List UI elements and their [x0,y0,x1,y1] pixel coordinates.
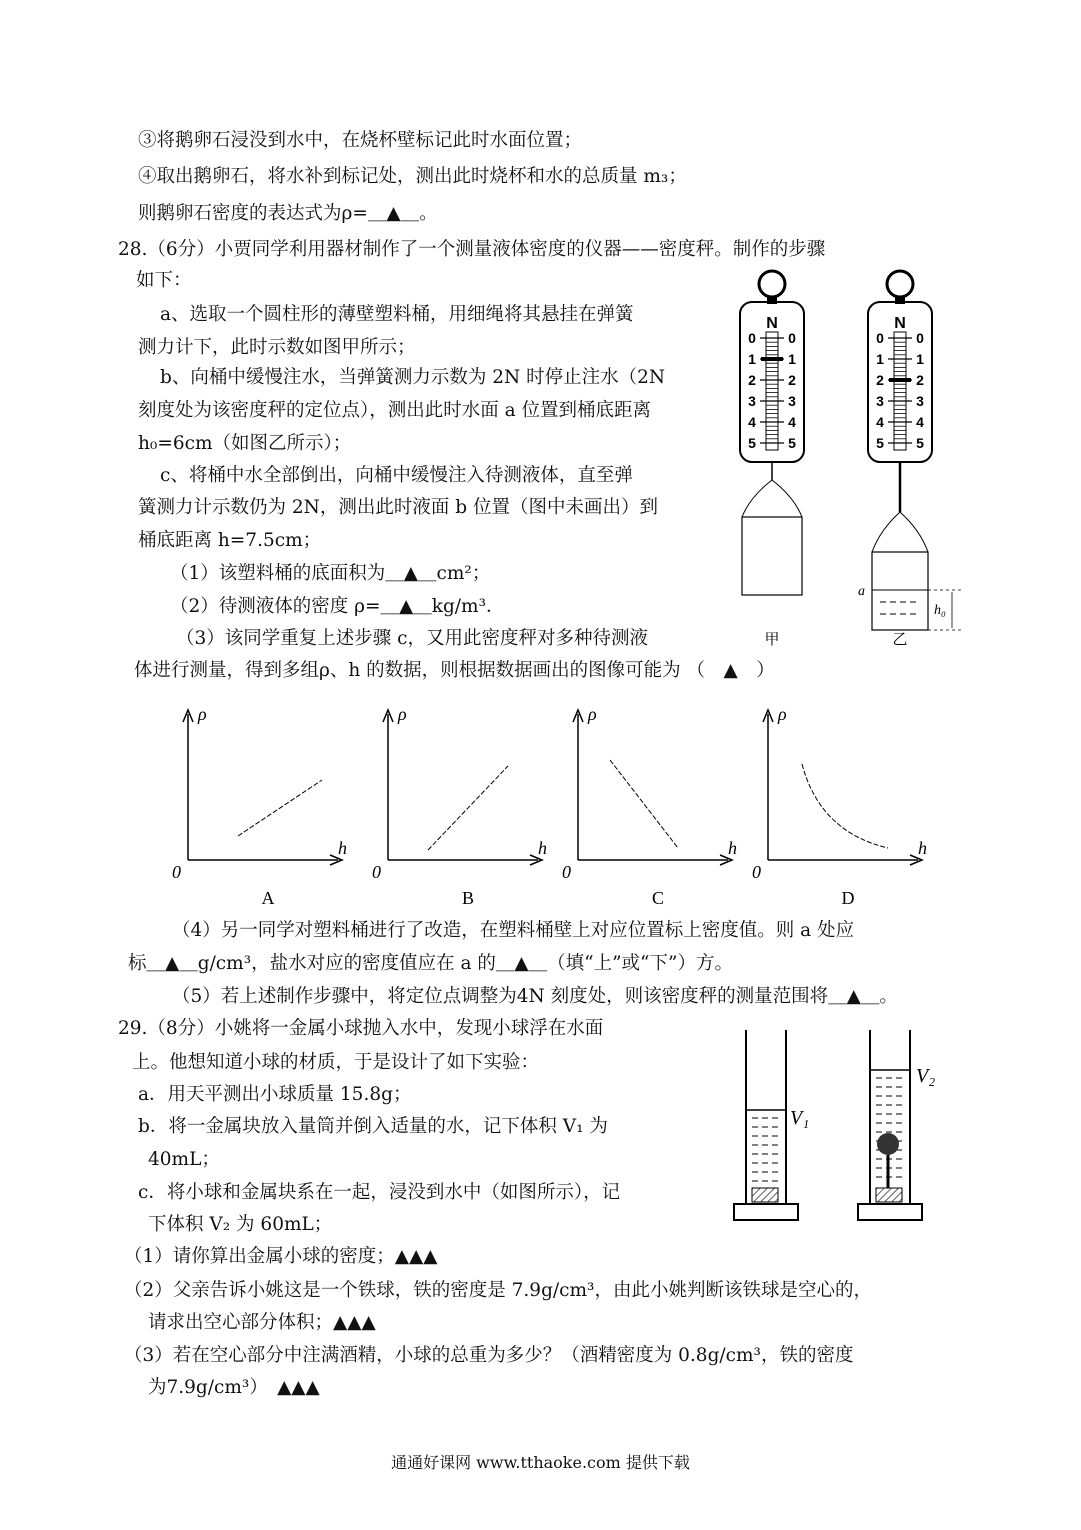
caption-jia: 甲 [764,630,780,648]
spring-scale-jia [740,271,804,595]
origin-label: 0 [372,862,381,882]
tick-label-left-yi: 3 [876,393,884,409]
x-axis-label: h [918,838,927,858]
tick-label-left-jia: 0 [748,330,756,346]
tick-label-right-jia: 4 [788,414,796,430]
q28-part2: （2）待测液体的密度 ρ=＿▲＿kg/m³． [170,596,505,617]
cylinder-v2 [858,1030,935,1220]
origin-label: 0 [172,862,181,882]
q28-part1: （1）该塑料桶的底面积为＿▲＿cm²； [170,563,491,584]
tick-label-left-jia: 5 [748,435,756,451]
q28-step-b: b、向桶中缓慢注水，当弹簧测力示数为 2N 时停止注水（2N [160,367,666,388]
label-h0: h₀ [934,603,946,618]
y-axis-label: ρ [778,704,787,724]
graduated-cylinder-figure [728,1022,958,1230]
cylinder-v1 [734,1030,809,1220]
pointer-yi [889,378,911,382]
q29-step-c: c．将小球和金属块系在一起，浸没到水中（如图所示），记 [138,1182,621,1203]
x-axis-label: h [538,838,547,858]
q28-line: h₀=6cm（如图乙所示）； [138,433,352,454]
tick-label-left-jia: 2 [748,372,756,388]
q29-part2-cont: 请求出空心部分体积；▲▲▲ [148,1312,376,1333]
tick-label-right-yi: 1 [916,351,924,367]
rho-h-curve [428,766,508,850]
graph-option-d [752,704,927,908]
x-axis-label: h [338,838,347,858]
origin-label: 0 [562,862,571,882]
scale-ticks-yi [876,330,924,451]
page-footer: 通通好课网 www.tthaoke.com 提供下载 [391,1453,690,1472]
graph-option-c [562,704,737,908]
rho-h-curve [802,764,888,848]
label-a: a [858,584,865,599]
q28-line: 测力计下，此时示数如图甲所示； [138,337,416,358]
q28-part5: （5）若上述制作步骤中，将定位点调整为4N 刻度处，则该密度秤的测量范围将＿▲＿。 [172,986,898,1007]
tick-label-right-yi: 0 [916,330,924,346]
q29-title: 29.（8分）小姚将一金属小球抛入水中，发现小球浮在水面 [118,1018,604,1039]
tick-label-left-yi: 4 [876,414,884,430]
q29-part2: （2）父亲告诉小姚这是一个铁球，铁的密度是 7.9g/cm³，由此小姚判断该铁球是空心的， [124,1280,872,1301]
pointer-jia [761,357,783,361]
tick-label-left-jia: 1 [748,351,756,367]
tick-label-left-yi: 2 [876,372,884,388]
rho-h-graph-options [160,700,960,915]
rho-h-curve [238,780,322,836]
q28-part3-cont: 体进行测量，得到多组ρ、h 的数据，则根据数据画出的图像可能为 （ ▲ ） [134,660,775,681]
rho-h-curve [610,760,678,848]
tick-label-left-jia: 4 [748,414,756,430]
tick-label-left-yi: 0 [876,330,884,346]
q29-part3-cont: 为7.9g/cm³） ▲▲▲ [148,1377,320,1398]
tick-label-left-jia: 3 [748,393,756,409]
graph-option-b [372,704,547,908]
tick-label-right-jia: 1 [788,351,796,367]
step3-line: ③将鹅卵石浸没到水中，在烧杯壁标记此时水面位置； [138,130,583,151]
tick-label-right-jia: 2 [788,372,796,388]
q28-step-a: a、选取一个圆柱形的薄壁塑料桶，用细绳将其悬挂在弹簧 [160,304,634,325]
q28-part3: （3）该同学重复上述步骤 c，又用此密度秤对多种待测液 [176,628,649,649]
tick-label-right-yi: 2 [916,372,924,388]
q28-line: 簧测力计示数仍为 2N，测出此时液面 b 位置（图中未画出）到 [138,497,658,518]
x-axis-label: h [728,838,737,858]
scale-n-label-jia: N [766,315,778,332]
caption-yi: 乙 [892,630,908,648]
q29-step-b: b．将一金属块放入量筒并倒入适量的水，记下体积 V₁ 为 [138,1116,608,1137]
q29-line: 下体积 V₂ 为 60mL； [148,1214,333,1235]
q29-step-a: a．用天平测出小球质量 15.8g； [138,1084,412,1105]
q29-line: 40mL； [148,1149,220,1170]
q28-part4-cont: 标＿▲＿g/cm³，盐水对应的密度值应在 a 的＿▲＿（填“上”或“下”）方。 [128,953,733,974]
spring-scale-figure [730,262,980,652]
y-axis-label: ρ [398,704,407,724]
tick-label-right-jia: 5 [788,435,796,451]
q28-part4: （4）另一同学对塑料桶进行了改造，在塑料桶壁上对应位置标上密度值。则 a 处应 [172,920,855,941]
scale-n-label-yi: N [894,315,906,332]
tick-label-left-yi: 5 [876,435,884,451]
q28-line: 桶底距离 h=7.5cm； [138,530,322,551]
label-v1: V₁ [790,1107,810,1129]
graph-option-a [172,704,347,908]
option-label: A [261,888,275,908]
option-label: D [841,888,855,908]
label-v2: V₂ [916,1065,936,1087]
tick-label-right-jia: 0 [788,330,796,346]
q28-line: 刻度处为该密度秤的定位点），测出此时水面 a 位置到桶底距离 [138,400,652,421]
scale-ticks-jia [748,330,796,451]
tick-label-right-yi: 5 [916,435,924,451]
q28-line: 如下： [136,270,192,291]
density-expression-line: 则鹅卵石密度的表达式为ρ=＿▲＿。 [138,203,438,224]
option-label: B [461,888,475,908]
q29-part1: （1）请你算出金属小球的密度；▲▲▲ [124,1246,438,1267]
q28-step-c: c、将桶中水全部倒出，向桶中缓慢注入待测液体，直至弹 [160,465,633,486]
tick-label-left-yi: 1 [876,351,884,367]
tick-label-right-yi: 4 [916,414,924,430]
origin-label: 0 [752,862,761,882]
option-label: C [651,888,665,908]
spring-scale-yi [858,271,962,630]
q29-line: 上。他想知道小球的材质，于是设计了如下实验： [132,1052,540,1073]
q29-part3: （3）若在空心部分中注满酒精，小球的总重为多少？（酒精密度为 0.8g/cm³，铁的密度 [124,1345,854,1366]
y-axis-label: ρ [198,704,207,724]
q28-title: 28.（6分）小贾同学利用器材制作了一个测量液体密度的仪器——密度秤。制作的步骤 [118,239,826,260]
step4-line: ④取出鹅卵石，将水补到标记处，测出此时烧杯和水的总质量 m₃； [138,166,687,187]
tick-label-right-yi: 3 [916,393,924,409]
y-axis-label: ρ [588,704,597,724]
tick-label-right-jia: 3 [788,393,796,409]
